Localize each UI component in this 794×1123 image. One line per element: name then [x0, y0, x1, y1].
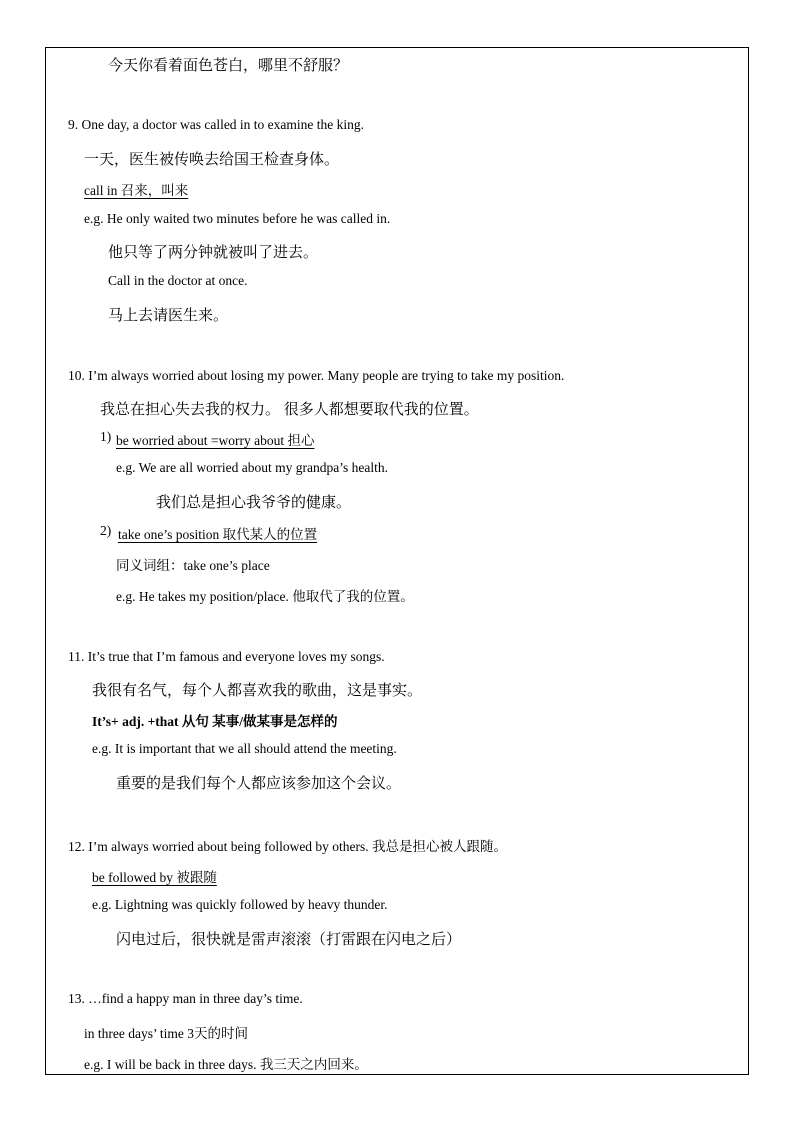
grammar-pattern: It’s+ adj. +that 从句 某事/做某事是怎样的 — [92, 714, 338, 729]
sentence-heading: 12. I’m always worried about being followed by others. 我总是担心被人跟随。 — [68, 839, 508, 854]
translation-line: 重要的是我们每个人都应该参加这个会议。 — [116, 776, 402, 792]
example-line: e.g. He takes my position/place. 他取代了我的位置。 — [116, 589, 414, 604]
list-number: 2) — [100, 523, 112, 538]
phrase-line: in three days’ time 3天的时间 — [84, 1026, 248, 1041]
translation-line: 闪电过后，很快就是雷声滚滚（打雷跟在闪电之后） — [116, 932, 462, 948]
translation-line: 他只等了两分钟就被叫了进去。 — [108, 245, 319, 261]
list-number: 1) — [100, 429, 112, 444]
phrase-line: take one’s position 取代某人的位置 — [118, 527, 318, 542]
example-line: e.g. I will be back in three days. 我三天之内回来。 — [84, 1057, 368, 1072]
phrase-line: be followed by 被跟随 — [92, 870, 217, 885]
translation-line: 我很有名气，每个人都喜欢我的歌曲，这是事实。 — [92, 683, 423, 699]
text-line: 今天你看着面色苍白，哪里不舒服？ — [108, 58, 349, 74]
translation-line: 我总在担心失去我的权力。 很多人都想要取代我的位置。 — [100, 402, 479, 418]
example-line: e.g. Lightning was quickly followed by heavy thunder. — [92, 897, 388, 912]
phrase-line: call in 召来，叫来 — [84, 183, 189, 198]
example-line: Call in the doctor at once. — [108, 273, 248, 288]
sentence-heading: 11. It’s true that I’m famous and everyone loves my songs. — [68, 649, 385, 664]
translation-line: 我们总是担心我爷爷的健康。 — [156, 495, 352, 511]
synonym-line: 同义词组：take one’s place — [116, 558, 270, 573]
translation-line: 马上去请医生来。 — [108, 308, 229, 324]
sentence-heading: 10. I’m always worried about losing my power. Many people are trying to take my position. — [68, 368, 565, 383]
example-line: e.g. We are all worried about my grandpa’s health. — [116, 460, 388, 475]
translation-line: 一天，医生被传唤去给国王检查身体。 — [84, 152, 340, 168]
example-line: e.g. It is important that we all should attend the meeting. — [92, 741, 397, 756]
sentence-heading: 13. …find a happy man in three day’s time. — [68, 991, 303, 1006]
sentence-heading: 9. One day, a doctor was called in to examine the king. — [68, 117, 365, 132]
phrase-line: be worried about =worry about 担心 — [116, 433, 315, 448]
example-line: e.g. He only waited two minutes before he was called in. — [84, 211, 391, 226]
